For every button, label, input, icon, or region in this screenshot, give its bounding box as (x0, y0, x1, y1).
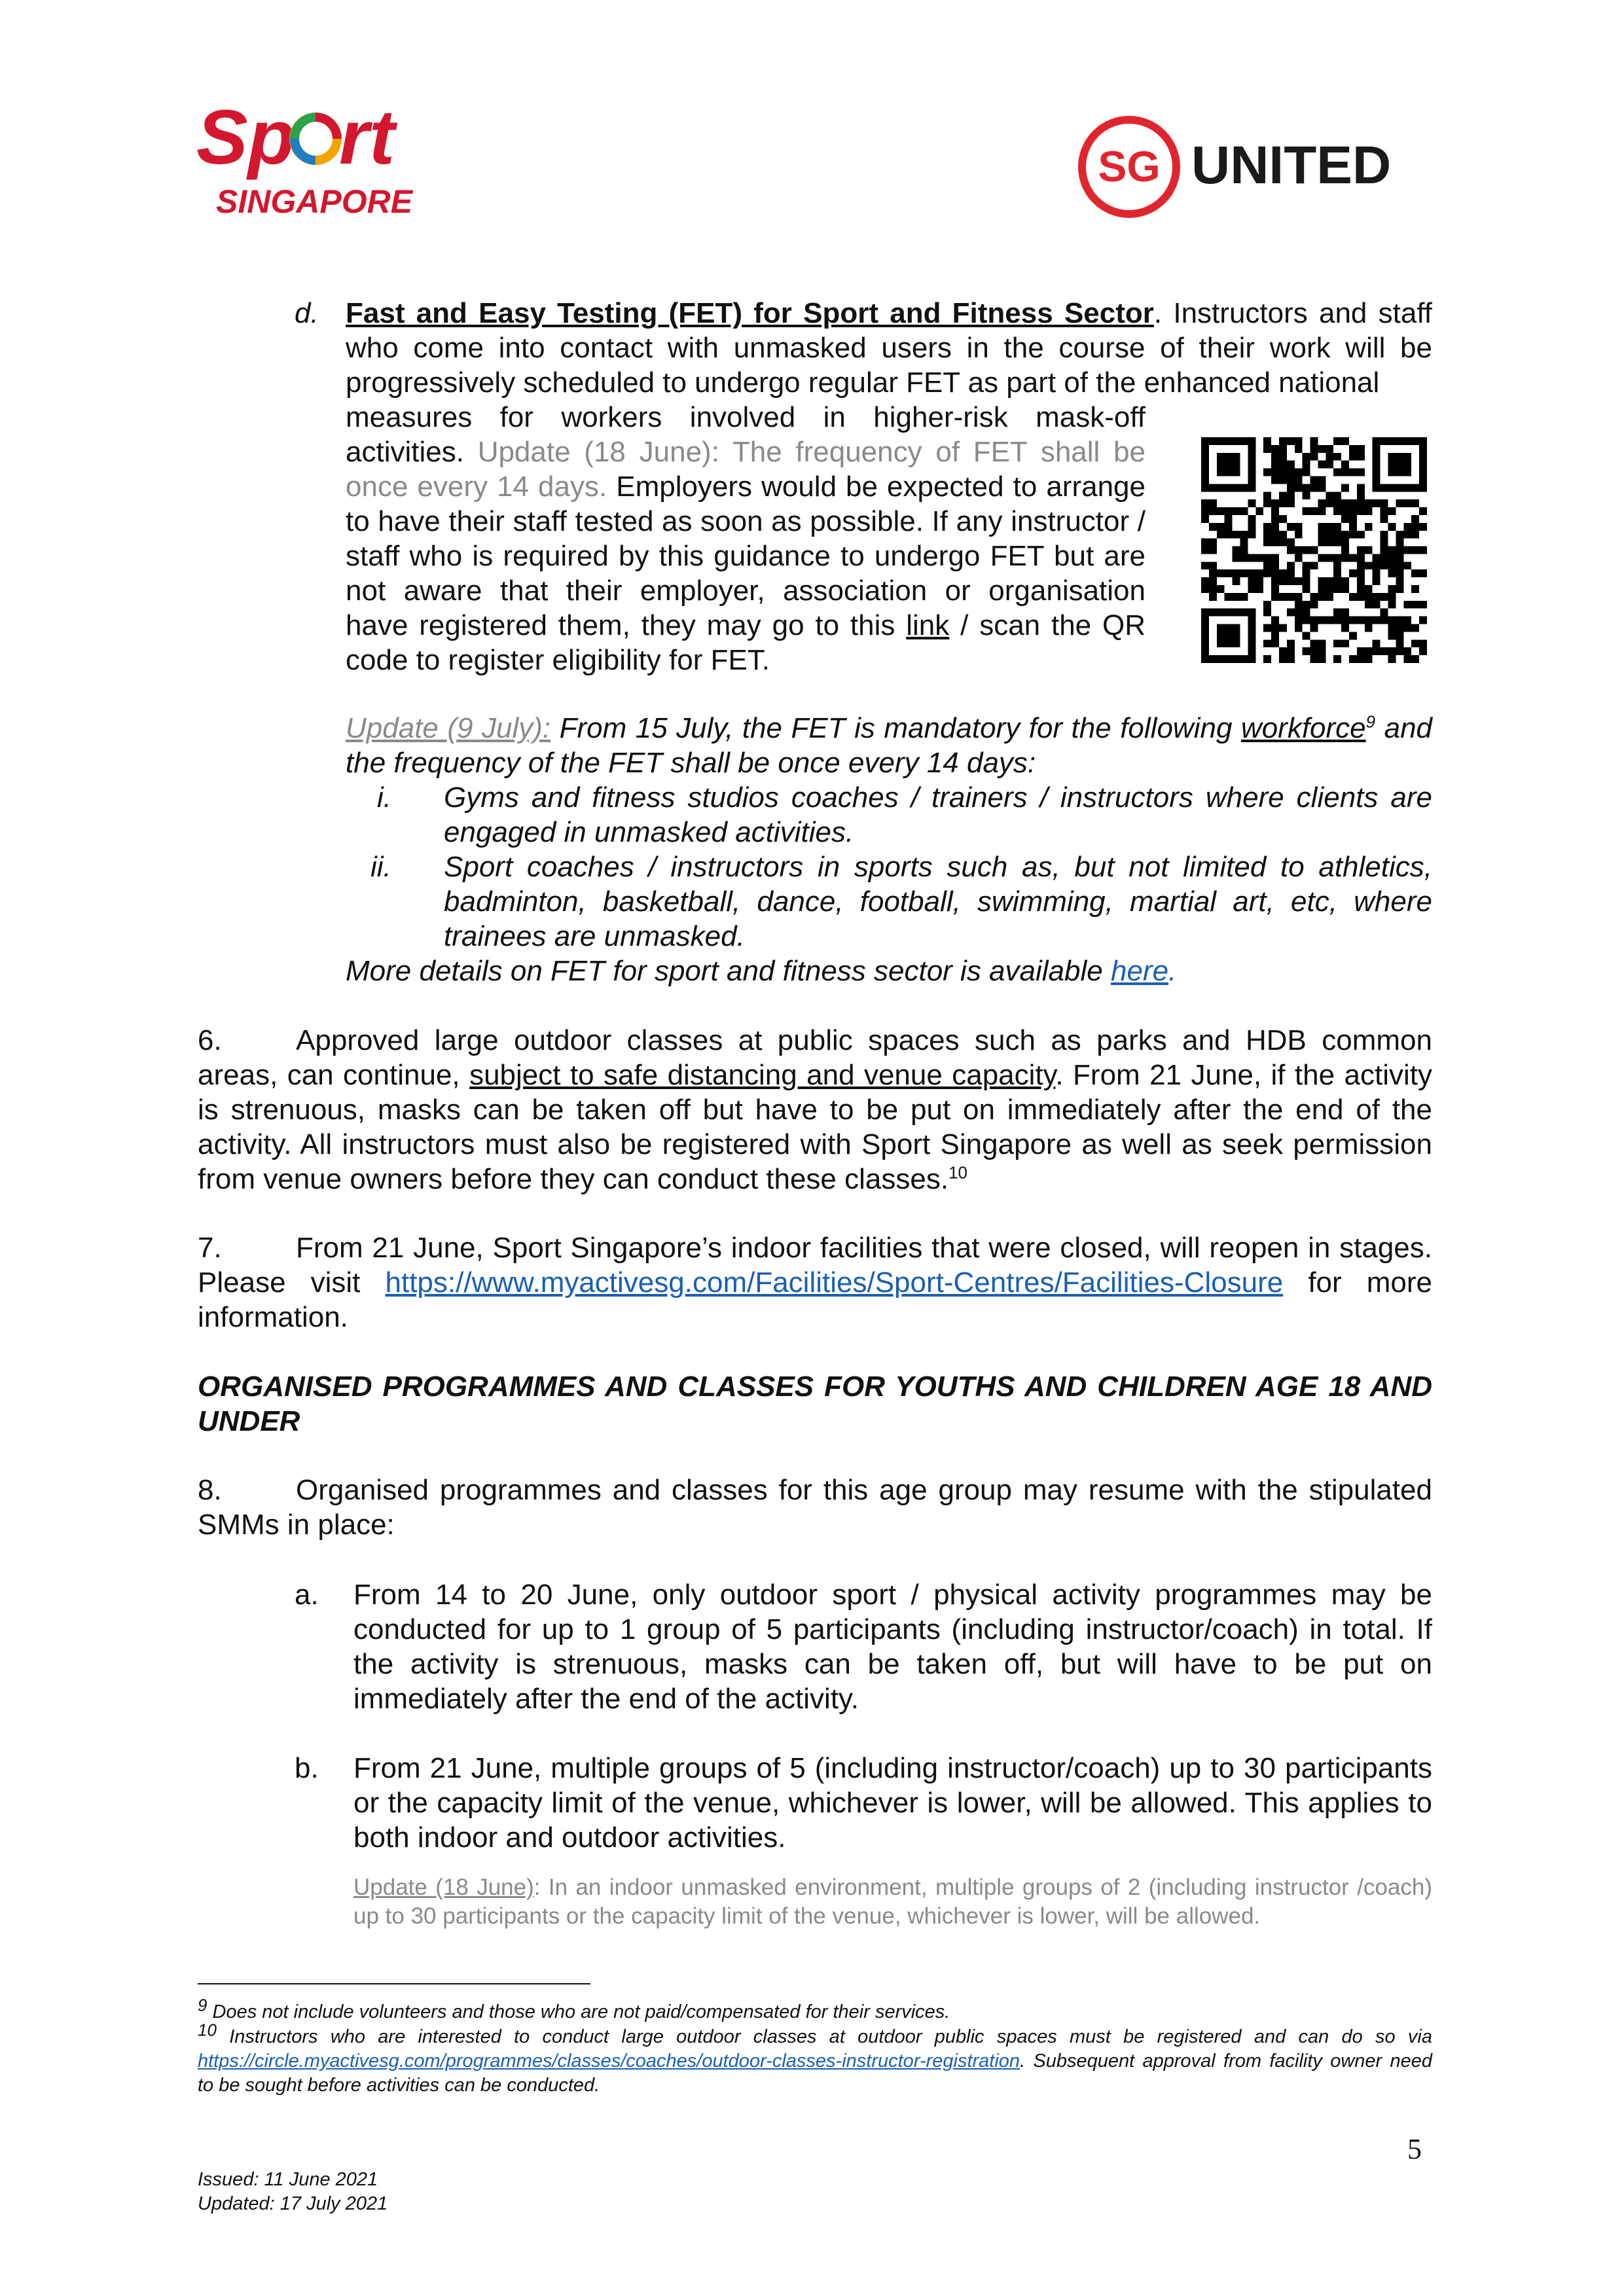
footnote-divider (198, 1983, 590, 1984)
item-d-letter: d. (295, 297, 319, 329)
svg-text:Sp: Sp (196, 98, 295, 181)
more-details-line (346, 954, 1432, 988)
para-8-text: Organised programmes and classes for this age group may resume with the stipulated SMMs in place: (198, 1474, 1432, 1541)
footnote-9 (198, 1995, 1432, 2024)
item-b-text: From 21 June, multiple groups of 5 (including instructor/coach) up to 30 participants or the capacity limit of the venue, whichever is lower, will be allowed. This applies to both indoor and outdoor activities. (353, 1752, 1432, 1854)
svg-text:SG: SG (1098, 142, 1161, 190)
footnote-10 (198, 2020, 1432, 2098)
update-9-july-text2: and the frequency of the FET shall be once every 14 days: (346, 712, 1433, 779)
item-d-text3: Employers would be expected to arrange to have their staff tested as soon as possible. If any instructor / staff who is required by this guidance to undergo FET but are not aware that their employer, association or organisation have registered them, they may go to this (346, 471, 1146, 641)
qr-code-graphic (1201, 437, 1427, 663)
section-heading: ORGANISED PROGRAMMES AND CLASSES FOR YOUTHS AND CHILDREN AGE 18 AND UNDER (198, 1371, 1432, 1437)
fet-qr-code[interactable] (1201, 437, 1427, 663)
item-d-text4: / scan the QR code to register eligibility for FET. (346, 609, 1146, 676)
roman-ii-marker: ii. (370, 851, 391, 883)
footnote-10-num: 10 (198, 2020, 217, 2040)
para-8 (198, 1473, 1432, 1542)
para-6-text1: Approved large outdoor classes at public spaces such as parks and HDB common areas, can continue, (198, 1024, 1432, 1091)
item-d-title: Fast and Easy Testing (FET) for Sport and Fitness Sector (346, 297, 1154, 329)
item-a-text: From 14 to 20 June, only outdoor sport / physical activity programmes may be conducted for up to 1 group of 5 participants (including instructor/coach) in total. If the activity is strenuous, masks can be taken off, but will have to be put on immediately after the end of the activity. (353, 1579, 1432, 1715)
para-6-text2: . From 21 June, if the activity is strenuous, masks can be taken off but have to be put on immediately after the end of the activity. All instructors must also be registered with Sport Singapore as well as seek permission from venue owners before they can conduct these classes. (198, 1059, 1432, 1195)
item-b-update-text: : In an indoor unmasked environment, multiple groups of 2 (including instructor /coach) up to 30 participants or the capacity limit of the venue, whichever is lower, will be allowed. (353, 1874, 1432, 1929)
fet-details-here-link[interactable]: here (1110, 955, 1169, 987)
roman-i-text: Gyms and fitness studios coaches / trainers / instructors where clients are engaged in unmasked activities. (444, 781, 1432, 848)
sport-singapore-logo (196, 98, 445, 229)
para-7-num: 7. (198, 1232, 222, 1264)
para-6 (198, 1023, 1432, 1196)
fet-register-link[interactable]: link (906, 609, 950, 641)
para-7-text2: for more information. (198, 1266, 1432, 1333)
update-9-july-paragraph (346, 711, 1432, 780)
svg-text:UNITED: UNITED (1191, 135, 1392, 195)
footnote-9-num: 9 (198, 1995, 208, 2015)
item-d-text1: . Instructors and staff who come into contact with unmasked users in the course of their work will be progressively scheduled to undergo regular FET as part of the enhanced national (346, 297, 1432, 399)
footnote-10-text2: . Subsequent approval from facility owner need to be sought before activities can be conducted. (198, 2051, 1432, 2096)
footnote-9-text: Does not include volunteers and those who are not paid/compensated for their services. (212, 2001, 950, 2022)
item-b-letter: b. (295, 1752, 319, 1784)
item-b-update-label: Update (18 June) (353, 1874, 534, 1900)
item-d-paragraph-top (346, 296, 1432, 400)
item-a-letter: a. (295, 1579, 319, 1611)
footnote-10-text1: Instructors who are interested to conduct large outdoor classes at outdoor public spaces must be registered and can do so via (229, 2026, 1432, 2047)
roman-i-marker: i. (377, 781, 391, 814)
issued-date: Issued: 11 June 2021 (198, 2169, 378, 2190)
more-details-period: . (1168, 955, 1177, 987)
para-7 (198, 1230, 1432, 1335)
footnote-ref-9[interactable]: 9 (1365, 711, 1376, 732)
sg-united-logo-graphic (1074, 111, 1440, 223)
roman-ii-text: Sport coaches / instructors in sports such as, but not limited to athletics, badminton, basketball, dance, football, swimming, martial art, etc, where trainees are unmasked. (444, 851, 1432, 952)
sport-singapore-logo-graphic (196, 98, 445, 229)
update-9-july-label: Update (9 July): (346, 712, 551, 744)
update-9-july-text: From 15 July, the FET is mandatory for the following (559, 712, 1233, 744)
footnote-ref-10[interactable]: 10 (948, 1162, 967, 1183)
page-number: 5 (1407, 2133, 1422, 2165)
item-b-update (353, 1873, 1432, 1931)
svg-text:rt: rt (339, 98, 395, 181)
para-6-num: 6. (198, 1024, 222, 1056)
facilities-closure-link[interactable]: https://www.myactivesg.com/Facilities/Sport-Centres/Facilities-Closure (385, 1266, 1284, 1299)
svg-text:SINGAPORE: SINGAPORE (216, 183, 413, 220)
workforce-term: workforce (1240, 712, 1366, 744)
sg-united-logo (1074, 111, 1440, 223)
para-6-underlined: subject to safe distancing and venue capacity (469, 1059, 1056, 1091)
para-7-text1: From 21 June, Sport Singapore’s indoor facilities that were closed, will reopen in stages. Please visit (198, 1232, 1432, 1299)
more-details-text: More details on FET for sport and fitness sector is available (346, 955, 1103, 987)
item-d-update-gray: Update (18 June): The frequency of FET shall be once every 14 days. (346, 436, 1146, 503)
para-8-num: 8. (198, 1474, 222, 1506)
updated-date: Updated: 17 July 2021 (198, 2193, 388, 2214)
item-d-text2: measures for workers involved in higher-risk mask-off activities. (346, 401, 1146, 468)
instructor-registration-link[interactable]: https://circle.myactivesg.com/programmes/classes/coaches/outdoor-classes-instructor-registration (198, 2051, 1020, 2072)
item-d-paragraph-wrap (346, 400, 1146, 677)
